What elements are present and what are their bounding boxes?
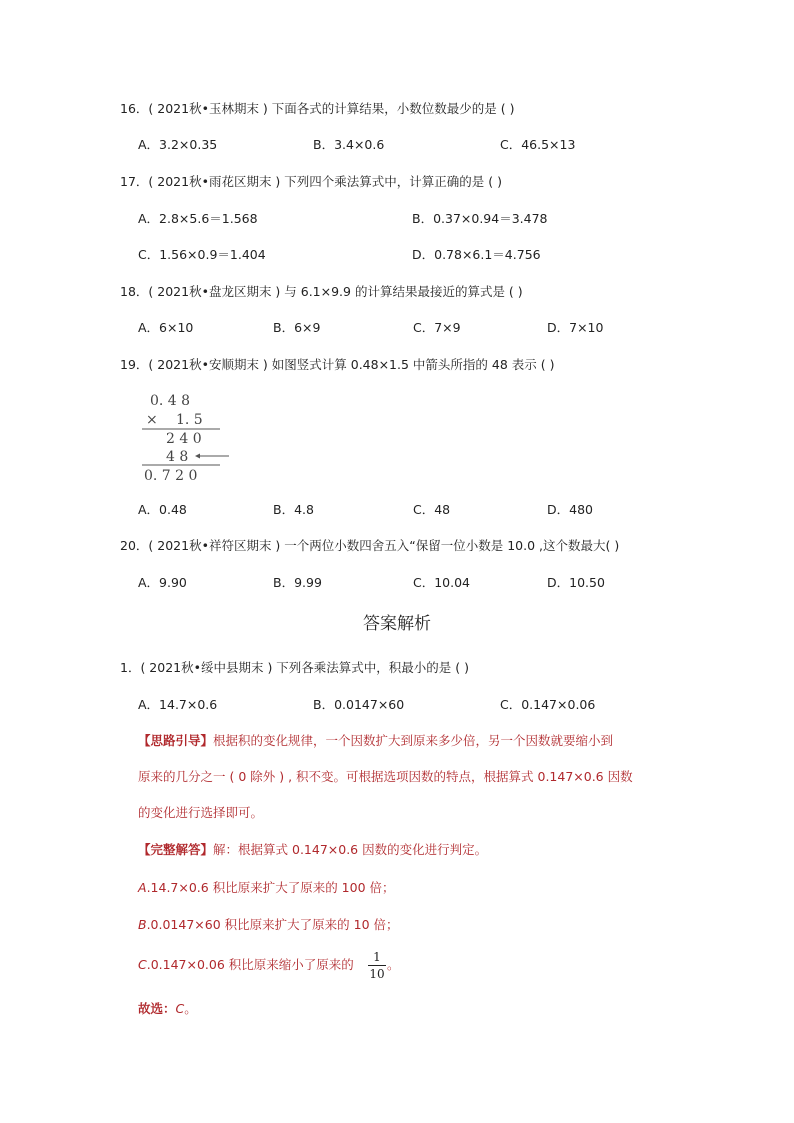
q19-option-c: C．48 xyxy=(413,502,451,517)
fraction-denominator: 10 xyxy=(369,967,385,981)
q20-stem: 20．( 2021秋•祥符区期末 ) 一个两位小数四舍五入“保留一位小数是 10.0 ,这个数最大( ) xyxy=(120,538,620,553)
q19-option-d: D．480 xyxy=(547,502,593,517)
solution-text-b: .0.0147×60 积比原来扩大了原来的 10 倍； xyxy=(146,917,399,932)
q18-option-c: C．7×9 xyxy=(413,320,461,335)
q17-option-c: C．1.56×0.9＝1.404 xyxy=(138,247,266,262)
figure-row-4: 4 8 xyxy=(166,449,189,465)
q18-option-a: A．6×10 xyxy=(138,320,194,335)
hint-text-1: 根据积的变化规律，一个因数扩大到原来多少倍，另一个因数就要缩小到 xyxy=(213,733,614,748)
hint-tag: 【思路引导】 xyxy=(138,733,214,748)
solution-text-a: .14.7×0.6 积比原来扩大了原来的 100 倍； xyxy=(146,880,395,895)
solution-text-c: .0.147×0.06 积比原来缩小了原来的 xyxy=(146,957,354,972)
figure-multiply-sign: × xyxy=(146,412,158,428)
solution-line-c xyxy=(138,957,354,973)
final-choice-end: 。 xyxy=(184,1001,197,1016)
a1-option-a: A．14.7×0.6 xyxy=(138,697,218,712)
q18-stem: 18．( 2021秋•盘龙区期末 ) 与 6.1×9.9 的计算结果最接近的算式是 ( ) xyxy=(120,284,523,299)
fraction-numerator: 1 xyxy=(368,950,386,966)
q17-option-d: D．0.78×6.1＝4.756 xyxy=(412,247,541,262)
q18-option-b: B．6×9 xyxy=(273,320,321,335)
fraction-one-tenth xyxy=(368,950,386,981)
full-solution-line xyxy=(138,842,487,858)
solution-line-a xyxy=(138,880,395,896)
q17-stem: 17．( 2021秋•雨花区期末 ) 下列四个乘法算式中，计算正确的是 ( ) xyxy=(120,174,502,189)
a1-option-c: C．0.147×0.06 xyxy=(500,697,596,712)
q20-option-d: D．10.50 xyxy=(547,575,605,590)
figure-row-5: 0. 7 2 0 xyxy=(144,468,198,484)
solution-letter-a: A xyxy=(138,880,147,895)
q20-option-c: C．10.04 xyxy=(413,575,471,590)
final-choice-label: 故选： xyxy=(138,1001,176,1016)
q17-option-a: A．2.8×5.6＝1.568 xyxy=(138,211,258,226)
q16-option-b: B．3.4×0.6 xyxy=(313,137,385,152)
hint-paragraph-line-2: 原来的几分之一 ( 0 除外 ) , 积不变。可根据选项因数的特点，根据算式 0.147×0.6 因数 xyxy=(138,769,633,784)
answer-section-heading: 答案解析 xyxy=(363,614,431,634)
full-solution-tag: 【完整解答】 xyxy=(138,842,214,857)
q19-option-b: B．4.8 xyxy=(273,502,314,517)
solution-line-c-end: 。 xyxy=(387,957,400,972)
q16-stem: 16．( 2021秋•玉林期末 ) 下面各式的计算结果，小数位数最少的是 ( ) xyxy=(120,101,515,116)
vertical-multiplication-figure xyxy=(138,388,238,484)
q17-option-b: B．0.37×0.94＝3.478 xyxy=(412,211,548,226)
final-choice-letter: C xyxy=(175,1001,185,1016)
solution-letter-b: B xyxy=(138,917,147,932)
final-choice-line xyxy=(138,1001,197,1017)
q18-option-d: D．7×10 xyxy=(547,320,604,335)
q20-option-a: A．9.90 xyxy=(138,575,187,590)
q19-stem: 19．( 2021秋•安顺期末 ) 如图竖式计算 0.48×1.5 中箭头所指的 48 表示 ( ) xyxy=(120,357,555,372)
a1-stem: 1．( 2021秋•绥中县期末 ) 下列各乘法算式中，积最小的是 ( ) xyxy=(120,660,470,675)
figure-row-1: 0. 4 8 xyxy=(150,393,191,409)
q19-option-a: A．0.48 xyxy=(138,502,187,517)
solution-letter-c: C xyxy=(138,957,147,972)
figure-row-3: 2 4 0 xyxy=(166,431,202,447)
q16-option-c: C．46.5×13 xyxy=(500,137,576,152)
arrow-head-icon xyxy=(195,454,200,459)
hint-paragraph-line-3: 的变化进行选择即可。 xyxy=(138,805,264,820)
q20-option-b: B．9.99 xyxy=(273,575,322,590)
full-solution-text: 解：根据算式 0.147×0.6 因数的变化进行判定。 xyxy=(213,842,488,857)
hint-paragraph-line-1 xyxy=(138,733,613,749)
a1-option-b: B．0.0147×60 xyxy=(313,697,405,712)
solution-line-b xyxy=(138,917,399,933)
q16-option-a: A．3.2×0.35 xyxy=(138,137,218,152)
figure-row-2: 1. 5 xyxy=(176,412,203,428)
